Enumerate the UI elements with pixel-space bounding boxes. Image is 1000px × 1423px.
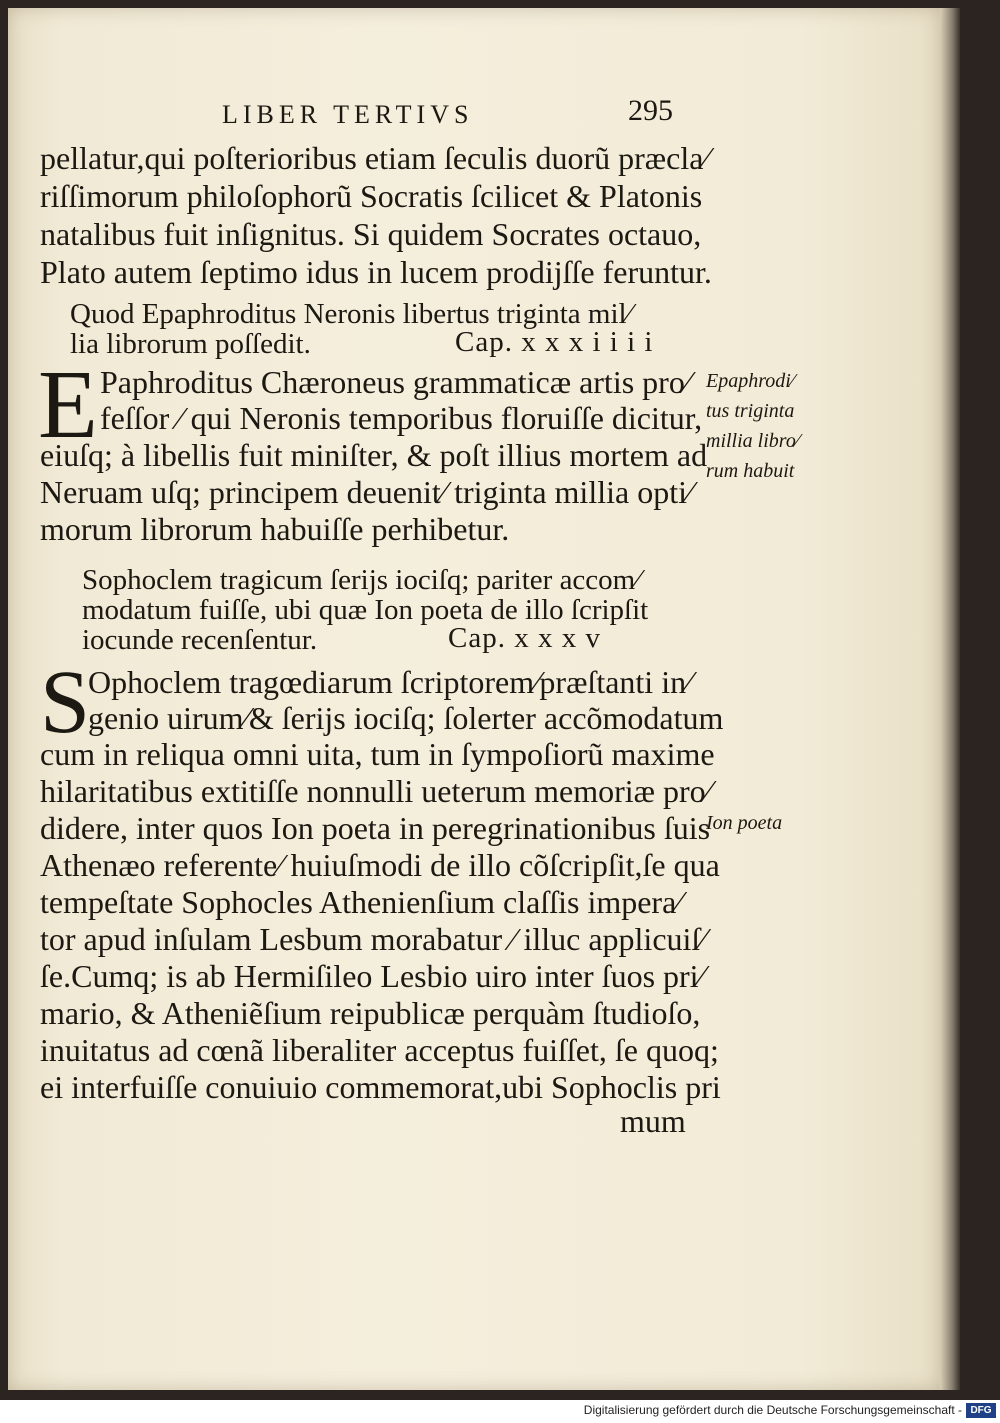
text-line: cum in reliqua omni uita, tum in ſympoſiorũ maxime	[40, 736, 715, 772]
page-edge	[940, 8, 960, 1390]
text-line: tempeſtate Sophocles Athenienſium claſſis impera⁄	[40, 884, 682, 920]
margin-note	[706, 808, 782, 838]
page-number: 295	[628, 94, 673, 127]
chapter-heading: iocunde recenſentur.	[82, 624, 318, 656]
chapter-heading: Quod Epaphroditus Neronis libertus triginta mil⁄	[70, 298, 632, 330]
text-line: inuitatus ad cœnã liberaliter acceptus fuiſſet, ſe quoq;	[40, 1032, 719, 1068]
text-line: morum librorum habuiſſe perhibetur.	[40, 511, 510, 547]
text-line: Athenæo referente⁄ huiuſmodi de illo cõſcripſit,ſe qua	[40, 847, 720, 883]
margin-note-line: rum habuit	[706, 460, 795, 482]
chapter-label: Cap. x x x v	[448, 622, 601, 654]
text-line: pellatur,qui poſterioribus etiam ſeculis duorũ præcla⁄	[40, 140, 709, 176]
chapter-label: Cap. x x x i i i i	[455, 326, 654, 358]
text-line: ſe.Cumq; is ab Hermiſileo Lesbio uiro inter ſuos pri⁄	[40, 958, 704, 994]
text-line: Plato autem ſeptimo idus in lucem prodijſſe feruntur.	[40, 254, 712, 290]
catchword: mum	[620, 1103, 686, 1139]
text-line: Neruam uſq; principem deuenit⁄ triginta millia opti⁄	[40, 474, 693, 510]
margin-note	[706, 366, 799, 486]
text-line: feſſor ⁄ qui Neronis temporibus floruiſſe dicitur,	[100, 400, 703, 436]
text-line: natalibus fuit inſignitus. Si quidem Socrates octauo,	[40, 216, 702, 252]
text-line: mario, & Atheniẽſium reipublicæ perquàm ſtudioſo,	[40, 995, 701, 1031]
margin-note-line: Epaphrodi⁄	[706, 370, 795, 392]
chapter-heading: lia librorum poſſedit.	[70, 328, 311, 360]
text-line: hilaritatibus extitiſſe nonnulli ueterum memoriæ pro⁄	[40, 773, 711, 809]
text-line: didere, inter quos Ion poeta in peregrinationibus ſuis	[40, 810, 711, 846]
running-title: LIBER TERTIVS	[222, 100, 474, 129]
dfg-logo-icon: DFG	[966, 1403, 996, 1418]
text-line: eiuſq; à libellis fuit miniſter, & poſt illius mortem ad	[40, 437, 708, 473]
drop-initial: E	[38, 351, 98, 459]
text-line: riſſimorum philoſophorũ Socratis ſcilicet & Platonis	[40, 178, 703, 214]
chapter-heading: Sophoclem tragicum ſerijs iociſq; pariter accom⁄	[82, 564, 641, 596]
footer-bar	[0, 1400, 1000, 1423]
margin-note-line: Ion poeta	[706, 812, 783, 834]
margin-note-line: tus triginta	[706, 400, 795, 422]
text-line: Paphroditus Chæroneus grammaticæ artis pro⁄	[100, 364, 691, 400]
text-line: genio uirum⁄& ſerijs iociſq; ſolerter accõmodatum	[88, 700, 724, 736]
text-line: tor apud inſulam Lesbum morabatur ⁄ illuc applicuiſ⁄	[40, 921, 706, 957]
margin-note-line: millia libro⁄	[706, 430, 800, 452]
text-line: ei interfuiſſe conuiuio commemorat,ubi Sophoclis pri	[40, 1069, 721, 1105]
drop-initial: S	[40, 653, 91, 752]
text-line: Ophoclem tragœdiarum ſcriptorem⁄præſtanti in⁄	[88, 664, 692, 700]
funding-credit: Digitalisierung gefördert durch die Deutsche Forschungsgemeinschaft -	[583, 1403, 962, 1417]
chapter-heading: modatum fuiſſe, ubi quæ Ion poeta de illo ſcripſit	[82, 594, 649, 626]
